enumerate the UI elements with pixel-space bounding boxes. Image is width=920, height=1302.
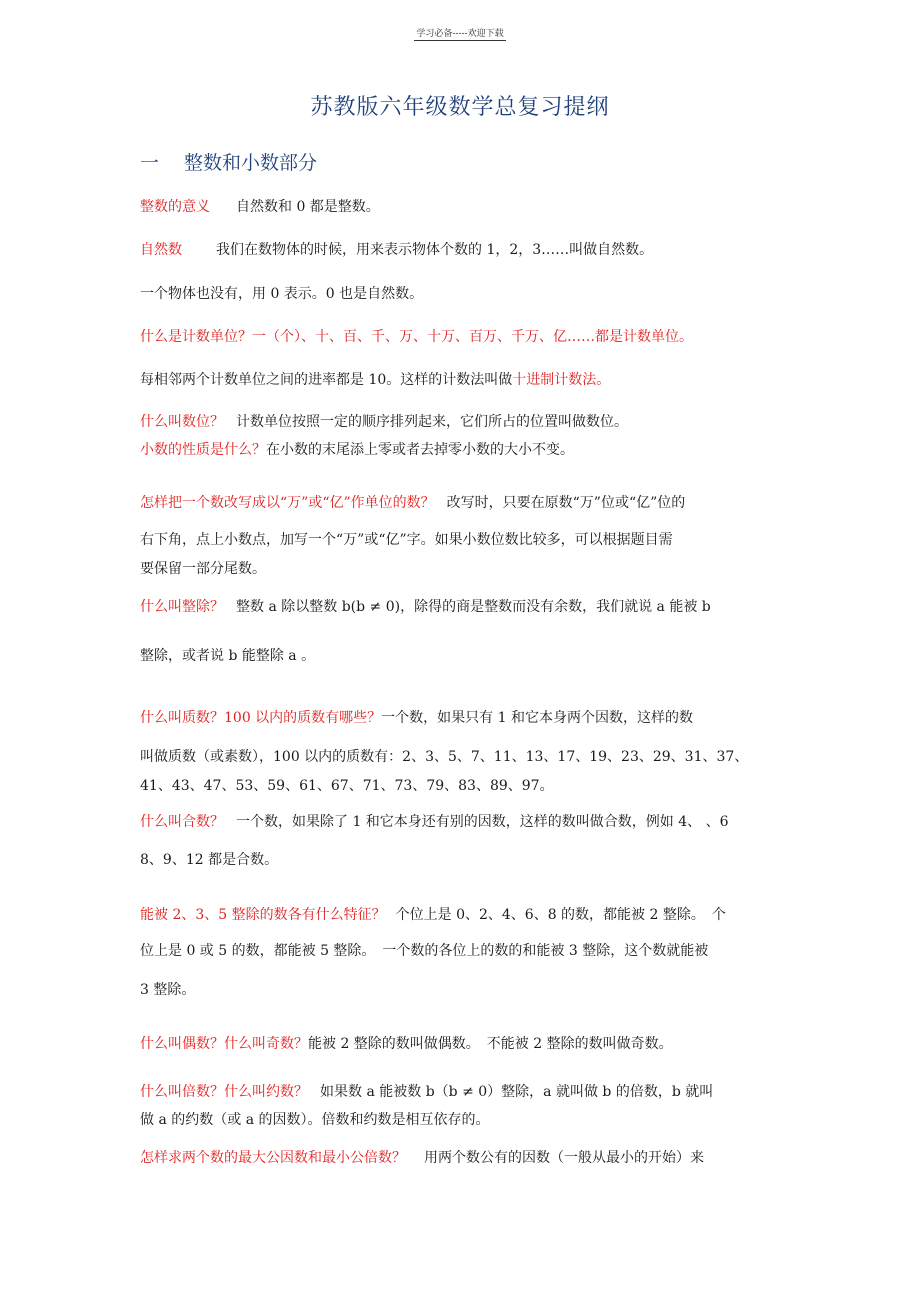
text: 41、43、47、53、59、61、67、71、73、79、83、89、97。 — [140, 778, 554, 794]
paragraph-rewrite-units — [140, 493, 790, 513]
text: 一个物体也没有，用 0 表示。0 也是自然数。 — [140, 286, 424, 302]
paragraph-line — [140, 776, 790, 796]
term: 什么叫整除？ — [140, 599, 224, 615]
paragraph-line — [140, 284, 790, 304]
term: 什么是计数单位？一（个）、十、百、千、万、十万、百万、千万、亿……都是计数单位。 — [140, 329, 693, 345]
text: 能被 2 整除的数叫做偶数。 不能被 2 整除的数叫做奇数。 — [308, 1036, 673, 1052]
term: 十进制计数法。 — [512, 372, 611, 388]
paragraph-line — [140, 530, 790, 550]
text: 一个数，如果除了 1 和它本身还有别的因数，这样的数叫做合数，例如 4、 、6 — [236, 814, 729, 830]
paragraph-integer-meaning — [140, 197, 790, 217]
page-header — [0, 26, 920, 39]
paragraph-natural-number — [140, 240, 790, 260]
text: 做 a 的约数（或 a 的因数）。倍数和约数是相互依存的。 — [140, 1112, 490, 1128]
paragraph-divisible — [140, 597, 790, 617]
text: 一个数，如果只有 1 和它本身两个因数，这样的数 — [381, 710, 693, 726]
text: 8、9、12 都是合数。 — [140, 852, 279, 868]
section-label: 整数和小数部分 — [184, 152, 318, 174]
paragraph-multiple-divisor — [140, 1082, 790, 1102]
term: 什么叫数位？ — [140, 414, 224, 430]
text: 计数单位按照一定的顺序排列起来，它们所占的位置叫做数位。 — [236, 414, 628, 430]
text: 整除，或者说 b 能整除 a 。 — [140, 648, 316, 664]
paragraph-line — [140, 850, 790, 870]
term: 整数的意义 — [140, 199, 210, 215]
text: 用两个数公有的因数（一般从最小的开始）来 — [424, 1150, 704, 1166]
text: 每相邻两个计数单位之间的进率都是 10。这样的计数法叫做 — [140, 372, 513, 388]
term: 能被 2、3、5 整除的数各有什么特征？ — [140, 907, 386, 923]
paragraph-line — [140, 980, 790, 1000]
text: 我们在数物体的时候，用来表示物体个数的 1，2，3……叫做自然数。 — [216, 242, 654, 258]
text: 如果数 a 能被数 b（b ≠ 0）整除，a 就叫做 b 的倍数，b 就叫 — [320, 1084, 714, 1100]
paragraph-divisibility-rules — [140, 905, 790, 925]
paragraph-line — [140, 370, 790, 390]
paragraph-line — [140, 646, 790, 666]
header-text: 学习必备-----欢迎下载 — [416, 29, 504, 39]
paragraph-decimal-property — [140, 440, 790, 460]
paragraph-even-odd — [140, 1034, 790, 1054]
paragraph-composite — [140, 812, 790, 832]
text: 位上是 0 或 5 的数，都能被 5 整除。 一个数的各位上的数的和能被 3 整除，这个数就能被 — [140, 943, 709, 959]
text: 右下角，点上小数点，加写一个“万”或“亿”字。如果小数位数比较多，可以根据题目需 — [140, 532, 673, 548]
paragraph-prime — [140, 708, 790, 728]
term: 怎样求两个数的最大公因数和最小公倍数？ — [140, 1150, 406, 1166]
paragraph-gcd-lcm — [140, 1148, 790, 1168]
text: 自然数和 0 都是整数。 — [236, 199, 380, 215]
text: 叫做质数（或素数），100 以内的质数有：2、3、5、7、11、13、17、19、23、29、31、37、 — [140, 749, 749, 765]
paragraph-line — [140, 747, 790, 767]
term: 什么叫质数？100 以内的质数有哪些？ — [140, 710, 382, 726]
section-heading — [140, 148, 317, 175]
text: 要保留一部分尾数。 — [140, 561, 266, 577]
term: 什么叫倍数？什么叫约数？ — [140, 1084, 308, 1100]
term: 小数的性质是什么？ — [140, 442, 266, 458]
text: 整数 a 除以整数 b(b ≠ 0)，除得的商是整数而没有余数，我们就说 a 能被 b — [236, 599, 711, 615]
term: 自然数 — [140, 242, 182, 258]
paragraph-line — [140, 941, 790, 961]
paragraph-counting-unit — [140, 327, 790, 347]
term: 怎样把一个数改写成以“万”或“亿”作单位的数？ — [140, 495, 435, 511]
paragraph-line — [140, 559, 790, 579]
document-title: 苏教版六年级数学总复习提纲 — [310, 95, 610, 120]
paragraph-digit-place — [140, 412, 790, 432]
term: 什么叫合数？ — [140, 814, 224, 830]
text: 改写时，只要在原数“万”位或“亿”位的 — [446, 495, 686, 511]
term: 什么叫偶数？什么叫奇数？ — [140, 1036, 308, 1052]
text: 在小数的末尾添上零或者去掉零小数的大小不变。 — [266, 442, 574, 458]
text: 个位上是 0、2、4、6、8 的数，都能被 2 整除。 个 — [395, 907, 726, 923]
text: 3 整除。 — [140, 982, 196, 998]
paragraph-line — [140, 1110, 790, 1130]
section-number: 一 — [140, 152, 160, 174]
